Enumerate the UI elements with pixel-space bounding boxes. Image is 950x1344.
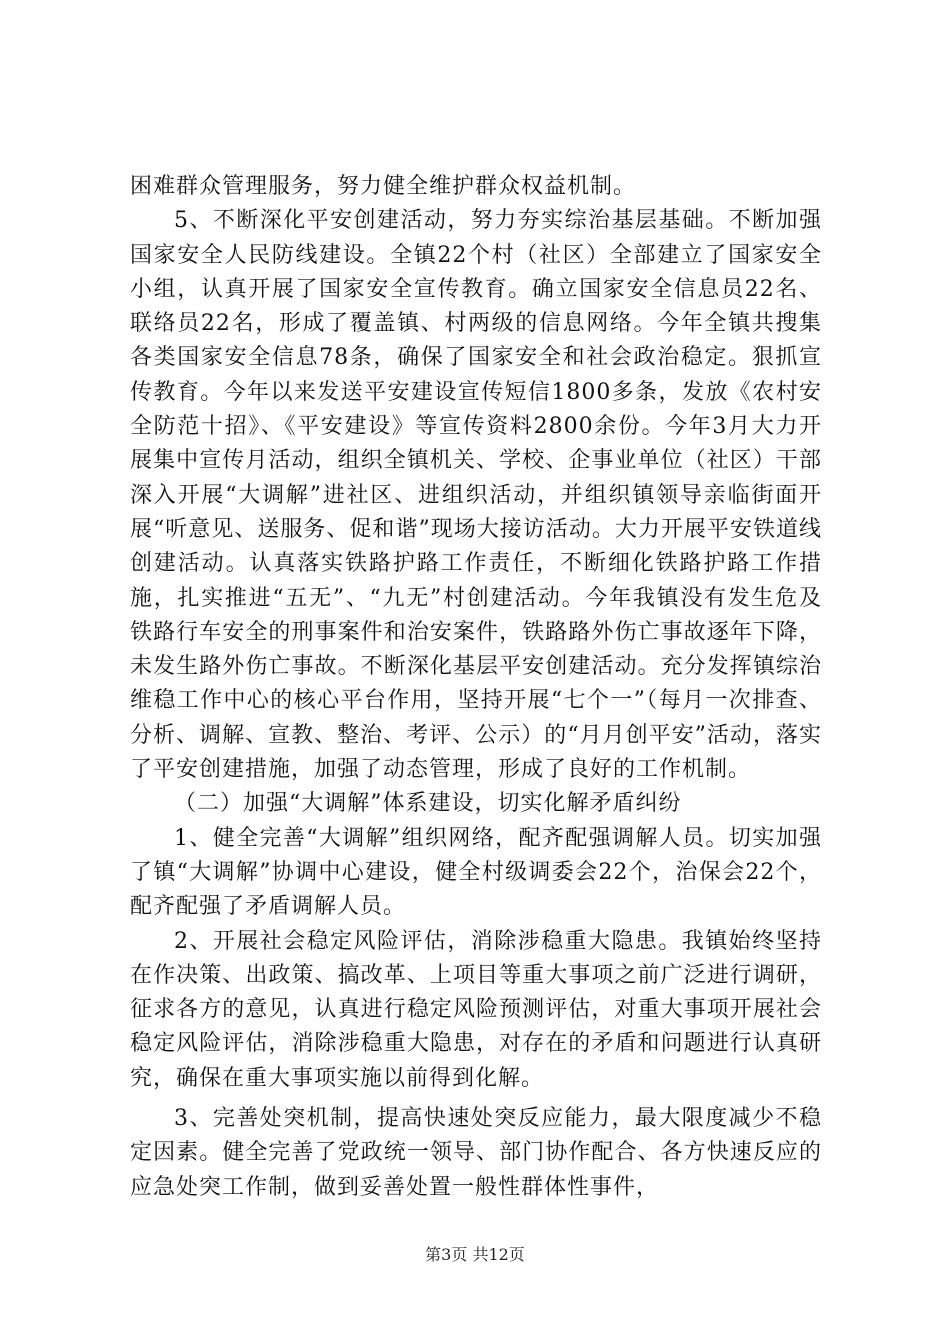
section-heading: （二）加强“大调解”体系建设，切实化解矛盾纠纷 [174,791,682,817]
paragraph-item-1: 1、健全完善“大调解”组织网络，配齐配强调解人员。切实加强了镇“大调解”协调中心建设，健全村级调委会22个，治保会22个，配齐配强了矛盾调解人员。 [130,825,822,920]
document-body [130,170,822,1205]
paragraph-item-5: 5、不断深化平安创建活动，努力夯实综治基层基础。不断加强国家安全人民防线建设。全镇22个村（社区）全部建立了国家安全小组，认真开展了国家安全宣传教育。确立国家安全信息员22名、联络员22名，形成了覆盖镇、村两级的信息网络。今年全镇共搜集各类国家安全信息78条，确保了国家安全和社会政治稳定。狠抓宣传教育。今年以来发送平安建设宣传短信1800多条，发放《农村安全防范十招》、《平安建设》等宣传资料2800余份。今年3月大力开展集中宣传月活动，组织全镇机关、学校、企事业单位（社区）干部深入开展“大调解”进社区、进组织活动，并组织镇领导亲临街面开展“听意见、送服务、促和谐”现场大接访活动。大力开展平安铁道线创建活动。认真落实铁路护路工作责任，不断细化铁路护路工作措施，扎实推进“五无”、“九无”村创建活动。今年我镇没有发生危及铁路行车安全的刑事案件和治安案件，铁路路外伤亡事故逐年下降，未发生路外伤亡事故。不断深化基层平安创建活动。充分发挥镇综治维稳工作中心的核心平台作用，坚持开展“七个一”（每月一次排查、分析、调解、宣教、整治、考评、公示）的“月月创平安”活动，落实了平安创建措施，加强了动态管理，形成了良好的工作机制。 [130,208,822,783]
paragraph: 困难群众管理服务，努力健全维护群众权益机制。 [130,174,637,199]
page-footer: 第3页 共12页 [425,1245,525,1264]
paragraph-item-2: 2、开展社会稳定风险评估，消除涉稳重大隐患。我镇始终坚持在作决策、出政策、搞改革、上项目等重大事项之前广泛进行调研，征求各方的意见，认真进行稳定风险预测评估，对重大事项开展社会稳定风险评估，消除涉稳重大隐患，对存在的矛盾和问题进行认真研究，确保在重大事项实施以前得到化解。 [130,928,822,1091]
paragraph-item-3: 3、完善处突机制，提高快速处突反应能力，最大限度减少不稳定因素。健全完善了党政统一领导、部门协作配合、各方快速反应的应急处突工作制，做到妥善处置一般性群体性事件， [130,1106,822,1200]
